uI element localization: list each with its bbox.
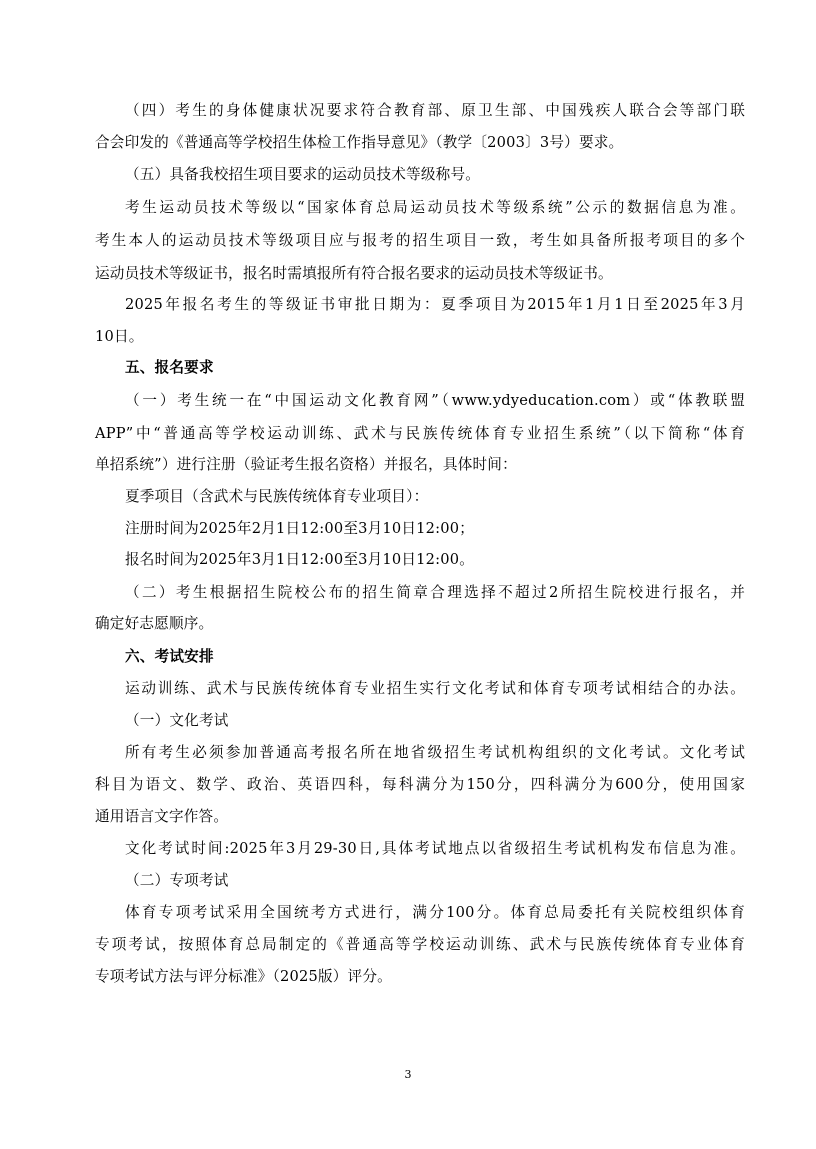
paragraph-line: 报名时间为2025年3月1日12:00至3月10日12:00。 <box>125 551 475 568</box>
paragraph-line: 单招系统”）进行注册（验证考生报名资格）并报名，具体时间： <box>95 456 517 473</box>
paragraph-line: 注册时间为2025年2月1日12:00至3月10日12:00； <box>125 520 475 537</box>
subsection-heading: （一）文化考试 <box>125 712 229 729</box>
paragraph-line: 确定好志愿顺序。 <box>95 615 214 632</box>
paragraph-line: （一）考生统一在“中国运动文化教育网”（www.ydyeducation.com）或“体教联盟 <box>125 392 745 409</box>
paragraph-line: 科目为语文、数学、政治、英语四科，每科满分为150分，四科满分为600分，使用国家 <box>95 776 745 793</box>
paragraph-line: 考生运动员技术等级以“国家体育总局运动员技术等级系统”公示的数据信息为准。 <box>125 199 745 216</box>
paragraph-line: （四）考生的身体健康状况要求符合教育部、原卫生部、中国残疾人联合会等部门联 <box>125 102 745 119</box>
paragraph-line: 夏季项目（含武术与民族传统体育专业项目）： <box>125 488 429 505</box>
paragraph-line: （五）具备我校招生项目要求的运动员技术等级称号。 <box>125 166 481 183</box>
subsection-heading: （二）专项考试 <box>125 872 229 889</box>
paragraph-line: 体育专项考试采用全国统考方式进行，满分100分。体育总局委托有关院校组织体育 <box>125 904 745 921</box>
paragraph-line: 考生本人的运动员技术等级项目应与报考的招生项目一致，考生如具备所报考项目的多个 <box>95 232 745 249</box>
paragraph-line: 2025年报名考生的等级证书审批日期为：夏季项目为2015年1月1日至2025年3月 <box>125 296 745 313</box>
section-heading: 六、考试安排 <box>125 648 214 665</box>
paragraph-line: 所有考生必须参加普通高考报名所在地省级招生考试机构组织的文化考试。文化考试 <box>125 744 745 761</box>
paragraph-line: 10日。 <box>95 328 144 345</box>
paragraph-line: APP”中“普通高等学校运动训练、武术与民族传统体育专业招生系统”（以下简称“体育 <box>95 425 745 442</box>
paragraph-line: 通用语言文字作答。 <box>95 808 229 825</box>
paragraph-line: （二）考生根据招生院校公布的招生简章合理选择不超过2所招生院校进行报名，并 <box>125 584 745 601</box>
paragraph-line: 运动员技术等级证书，报名时需填报所有符合报名要求的运动员技术等级证书。 <box>95 265 613 282</box>
section-heading: 五、报名要求 <box>125 359 214 376</box>
page-number: 3 <box>404 1068 412 1081</box>
paragraph-line: 专项考试，按照体育总局制定的《普通高等学校运动训练、武术与民族传统体育专业体育 <box>95 936 745 953</box>
paragraph-line: 专项考试方法与评分标准》（2025版）评分。 <box>95 968 392 985</box>
paragraph-line: 文化考试时间:2025年3月29-30日,具体考试地点以省级招生考试机构发布信息为准。 <box>125 840 745 857</box>
paragraph-line: 合会印发的《普通高等学校招生体检工作指导意见》（教学〔2003〕3号）要求。 <box>95 134 624 151</box>
paragraph-line: 运动训练、武术与民族传统体育专业招生实行文化考试和体育专项考试相结合的办法。 <box>125 680 745 697</box>
